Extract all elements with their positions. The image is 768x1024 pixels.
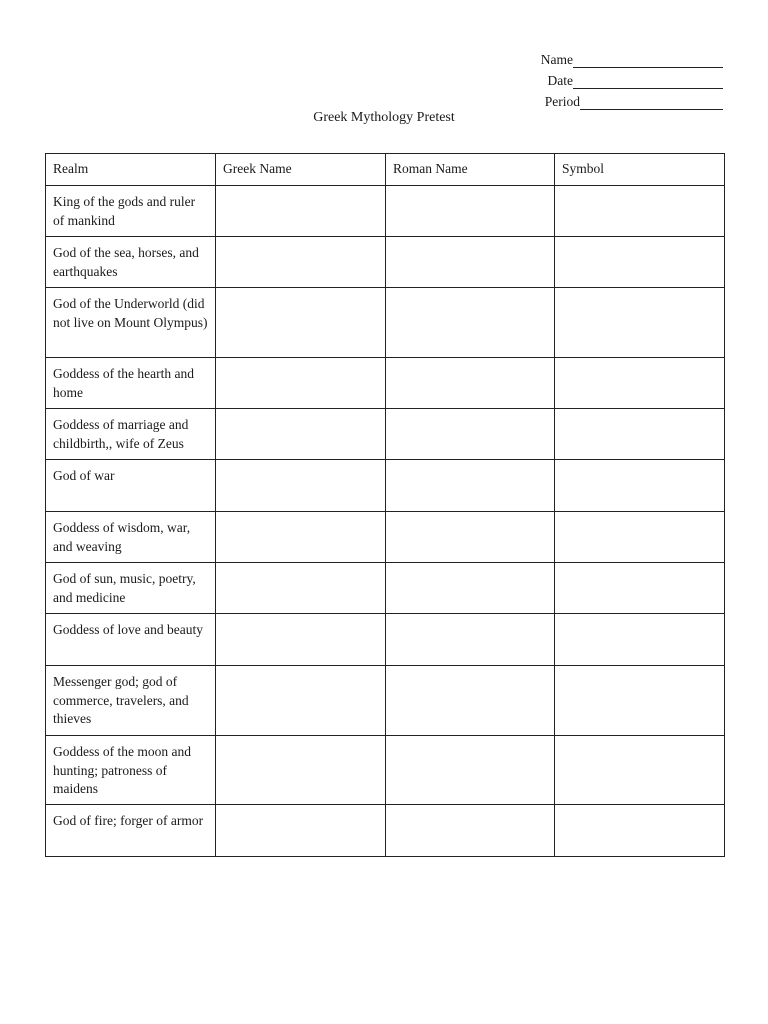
table-row (46, 237, 725, 288)
roman-name-cell[interactable] (386, 409, 555, 460)
symbol-cell[interactable] (555, 666, 725, 736)
symbol-cell[interactable] (555, 460, 725, 512)
table-row (46, 409, 725, 460)
name-blank-line[interactable] (573, 53, 723, 68)
greek-name-cell[interactable] (216, 614, 386, 666)
table-row (46, 288, 725, 358)
roman-name-cell[interactable] (386, 512, 555, 563)
symbol-cell[interactable] (555, 512, 725, 563)
column-header-realm: Realm (46, 154, 216, 186)
greek-name-cell[interactable] (216, 805, 386, 857)
realm-cell: Goddess of wisdom, war, and weaving (46, 512, 216, 563)
symbol-cell[interactable] (555, 409, 725, 460)
table-row (46, 805, 725, 857)
realm-cell: Goddess of marriage and childbirth,, wife of Zeus (46, 409, 216, 460)
column-header-symbol: Symbol (555, 154, 725, 186)
greek-name-cell[interactable] (216, 512, 386, 563)
symbol-cell[interactable] (555, 288, 725, 358)
student-info-fields (541, 47, 723, 110)
symbol-cell[interactable] (555, 358, 725, 409)
symbol-cell[interactable] (555, 614, 725, 666)
roman-name-cell[interactable] (386, 563, 555, 614)
symbol-cell[interactable] (555, 237, 725, 288)
realm-cell: Goddess of love and beauty (46, 614, 216, 666)
column-header-roman-name: Roman Name (386, 154, 555, 186)
greek-name-cell[interactable] (216, 409, 386, 460)
table-row (46, 614, 725, 666)
realm-cell: Goddess of the hearth and home (46, 358, 216, 409)
realm-cell: God of war (46, 460, 216, 512)
greek-name-cell[interactable] (216, 358, 386, 409)
table-row (46, 563, 725, 614)
table-header-row (46, 154, 725, 186)
realm-cell: King of the gods and ruler of mankind (46, 186, 216, 237)
realm-cell: Goddess of the moon and hunting; patroness of maidens (46, 736, 216, 805)
table-row (46, 666, 725, 736)
table-row (46, 358, 725, 409)
roman-name-cell[interactable] (386, 736, 555, 805)
greek-name-cell[interactable] (216, 666, 386, 736)
page-title: Greek Mythology Pretest (313, 110, 455, 125)
column-header-greek-name: Greek Name (216, 154, 386, 186)
date-field[interactable] (541, 68, 723, 89)
realm-cell: Messenger god; god of commerce, travelers, and thieves (46, 666, 216, 736)
date-label: Date (547, 73, 573, 88)
roman-name-cell[interactable] (386, 805, 555, 857)
name-field[interactable] (541, 47, 723, 68)
realm-cell: God of fire; forger of armor (46, 805, 216, 857)
roman-name-cell[interactable] (386, 460, 555, 512)
greek-name-cell[interactable] (216, 736, 386, 805)
roman-name-cell[interactable] (386, 237, 555, 288)
greek-name-cell[interactable] (216, 186, 386, 237)
greek-name-cell[interactable] (216, 237, 386, 288)
period-blank-line[interactable] (580, 95, 723, 110)
roman-name-cell[interactable] (386, 288, 555, 358)
table-row (46, 186, 725, 237)
greek-name-cell[interactable] (216, 288, 386, 358)
realm-cell: God of sun, music, poetry, and medicine (46, 563, 216, 614)
table-row (46, 736, 725, 805)
symbol-cell[interactable] (555, 805, 725, 857)
period-field[interactable] (541, 89, 723, 110)
greek-name-cell[interactable] (216, 563, 386, 614)
realm-cell: God of the Underworld (did not live on Mount Olympus) (46, 288, 216, 358)
symbol-cell[interactable] (555, 563, 725, 614)
symbol-cell[interactable] (555, 186, 725, 237)
name-label: Name (540, 52, 573, 67)
roman-name-cell[interactable] (386, 666, 555, 736)
realm-cell: God of the sea, horses, and earthquakes (46, 237, 216, 288)
pretest-table (45, 153, 725, 857)
period-label: Period (544, 94, 580, 109)
roman-name-cell[interactable] (386, 186, 555, 237)
roman-name-cell[interactable] (386, 614, 555, 666)
table-row (46, 512, 725, 563)
greek-name-cell[interactable] (216, 460, 386, 512)
roman-name-cell[interactable] (386, 358, 555, 409)
date-blank-line[interactable] (573, 74, 723, 89)
symbol-cell[interactable] (555, 736, 725, 805)
table-row (46, 460, 725, 512)
